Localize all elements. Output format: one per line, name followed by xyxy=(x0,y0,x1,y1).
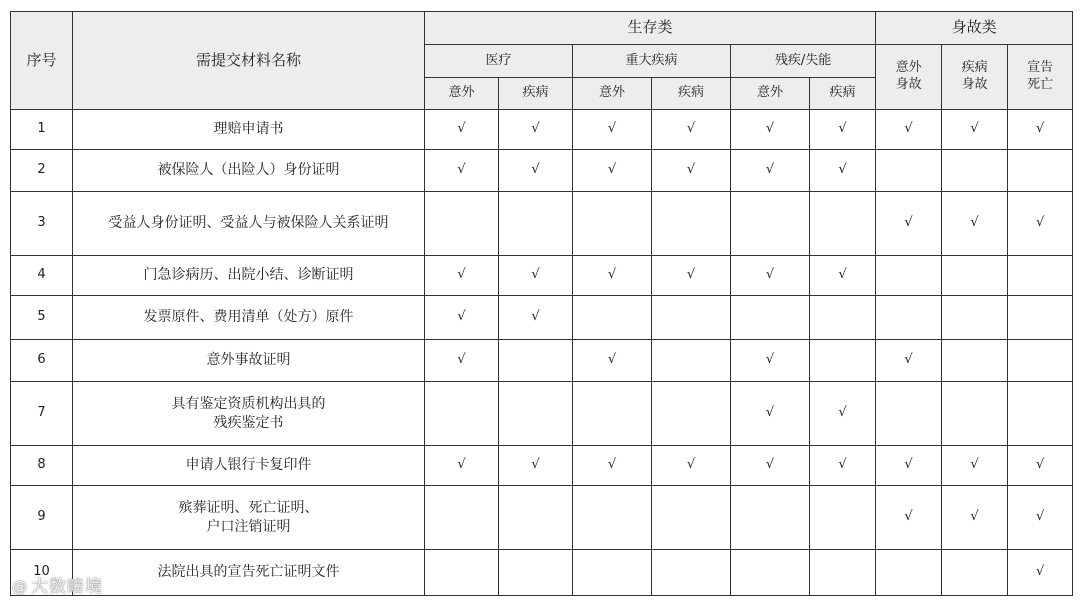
check-mark-cell: √ xyxy=(652,446,731,486)
empty-cell xyxy=(573,486,652,550)
check-mark-cell: √ xyxy=(731,340,810,382)
empty-cell xyxy=(1008,382,1073,446)
check-mark-cell: √ xyxy=(499,446,573,486)
empty-cell xyxy=(942,150,1008,192)
empty-cell xyxy=(499,340,573,382)
check-mark-cell: √ xyxy=(499,296,573,340)
check-mark-cell: √ xyxy=(942,192,1008,256)
empty-cell xyxy=(652,340,731,382)
header-medical-accident: 意外 xyxy=(425,78,499,110)
table-row xyxy=(11,340,1073,382)
header-medical: 医疗 xyxy=(425,45,573,78)
material-name: 理赔申请书 xyxy=(73,110,425,150)
material-name: 发票原件、费用清单（处方）原件 xyxy=(73,296,425,340)
empty-cell xyxy=(425,192,499,256)
check-mark-cell: √ xyxy=(652,150,731,192)
check-mark-cell: √ xyxy=(731,446,810,486)
material-name: 申请人银行卡复印件 xyxy=(73,446,425,486)
header-seq: 序号 xyxy=(11,12,73,110)
check-mark-cell: √ xyxy=(425,256,499,296)
check-mark-cell: √ xyxy=(731,382,810,446)
check-mark-cell: √ xyxy=(499,150,573,192)
check-mark-cell: √ xyxy=(573,256,652,296)
row-number: 7 xyxy=(11,382,73,446)
empty-cell xyxy=(1008,340,1073,382)
header-disability-accident: 意外 xyxy=(731,78,810,110)
empty-cell xyxy=(876,256,942,296)
table-row xyxy=(11,486,1073,550)
empty-cell xyxy=(810,192,876,256)
empty-cell xyxy=(573,550,652,596)
material-name: 受益人身份证明、受益人与被保险人关系证明 xyxy=(73,192,425,256)
material-name: 具有鉴定资质机构出具的 残疾鉴定书 xyxy=(73,382,425,446)
empty-cell xyxy=(1008,256,1073,296)
row-number: 4 xyxy=(11,256,73,296)
table-row xyxy=(11,550,1073,596)
header-critical-accident: 意外 xyxy=(573,78,652,110)
empty-cell xyxy=(499,486,573,550)
empty-cell xyxy=(942,340,1008,382)
check-mark-cell: √ xyxy=(942,486,1008,550)
empty-cell xyxy=(876,150,942,192)
empty-cell xyxy=(731,296,810,340)
check-mark-cell: √ xyxy=(1008,192,1073,256)
empty-cell xyxy=(652,382,731,446)
check-mark-cell: √ xyxy=(942,446,1008,486)
empty-cell xyxy=(942,296,1008,340)
check-mark-cell: √ xyxy=(810,446,876,486)
check-mark-cell: √ xyxy=(425,150,499,192)
check-mark-cell: √ xyxy=(731,150,810,192)
empty-cell xyxy=(573,192,652,256)
check-mark-cell: √ xyxy=(876,486,942,550)
empty-cell xyxy=(425,550,499,596)
check-mark-cell: √ xyxy=(810,150,876,192)
check-mark-cell: √ xyxy=(652,110,731,150)
watermark-text: 大数暗境 xyxy=(31,577,103,597)
claims-materials-table xyxy=(10,11,1073,596)
watermark xyxy=(12,572,103,597)
empty-cell xyxy=(876,550,942,596)
empty-cell xyxy=(425,382,499,446)
row-number: 2 xyxy=(11,150,73,192)
check-mark-cell: √ xyxy=(731,256,810,296)
empty-cell xyxy=(499,192,573,256)
check-mark-cell: √ xyxy=(876,110,942,150)
check-mark-cell: √ xyxy=(425,296,499,340)
header-material: 需提交材料名称 xyxy=(73,12,425,110)
check-mark-cell: √ xyxy=(731,110,810,150)
header-disability: 残疾/失能 xyxy=(731,45,876,78)
check-mark-cell: √ xyxy=(876,340,942,382)
table-row xyxy=(11,296,1073,340)
check-mark-cell: √ xyxy=(1008,110,1073,150)
check-mark-cell: √ xyxy=(499,256,573,296)
empty-cell xyxy=(942,550,1008,596)
header-illness-death: 疾病 身故 xyxy=(942,45,1008,110)
empty-cell xyxy=(652,550,731,596)
empty-cell xyxy=(425,486,499,550)
check-mark-cell: √ xyxy=(1008,486,1073,550)
row-number: 5 xyxy=(11,296,73,340)
table-body xyxy=(11,110,1073,596)
header-death-group: 身故类 xyxy=(876,12,1073,45)
empty-cell xyxy=(1008,150,1073,192)
swirl-icon: @ xyxy=(12,578,28,596)
row-number: 6 xyxy=(11,340,73,382)
table-row xyxy=(11,446,1073,486)
check-mark-cell: √ xyxy=(942,110,1008,150)
empty-cell xyxy=(731,550,810,596)
empty-cell xyxy=(810,550,876,596)
check-mark-cell: √ xyxy=(876,446,942,486)
material-name: 被保险人（出险人）身份证明 xyxy=(73,150,425,192)
check-mark-cell: √ xyxy=(1008,550,1073,596)
empty-cell xyxy=(810,340,876,382)
empty-cell xyxy=(876,382,942,446)
header-declared-death: 宣告 死亡 xyxy=(1008,45,1073,110)
row-number: 9 xyxy=(11,486,73,550)
header-medical-illness: 疾病 xyxy=(499,78,573,110)
check-mark-cell: √ xyxy=(810,256,876,296)
check-mark-cell: √ xyxy=(810,382,876,446)
check-mark-cell: √ xyxy=(425,110,499,150)
empty-cell xyxy=(810,296,876,340)
empty-cell xyxy=(652,486,731,550)
empty-cell xyxy=(499,550,573,596)
check-mark-cell: √ xyxy=(573,110,652,150)
header-critical-illness: 重大疾病 xyxy=(573,45,731,78)
check-mark-cell: √ xyxy=(425,340,499,382)
empty-cell xyxy=(573,296,652,340)
table-row xyxy=(11,382,1073,446)
row-number: 10 xyxy=(11,550,73,596)
table-header xyxy=(11,12,1073,110)
table-row xyxy=(11,110,1073,150)
empty-cell xyxy=(652,192,731,256)
material-name: 法院出具的宣告死亡证明文件 xyxy=(73,550,425,596)
empty-cell xyxy=(731,486,810,550)
header-disability-illness: 疾病 xyxy=(810,78,876,110)
table-row xyxy=(11,150,1073,192)
empty-cell xyxy=(942,382,1008,446)
empty-cell xyxy=(810,486,876,550)
header-accident-death: 意外 身故 xyxy=(876,45,942,110)
check-mark-cell: √ xyxy=(425,446,499,486)
empty-cell xyxy=(499,382,573,446)
table-row xyxy=(11,256,1073,296)
check-mark-cell: √ xyxy=(573,150,652,192)
empty-cell xyxy=(1008,296,1073,340)
empty-cell xyxy=(652,296,731,340)
check-mark-cell: √ xyxy=(573,446,652,486)
check-mark-cell: √ xyxy=(876,192,942,256)
check-mark-cell: √ xyxy=(1008,446,1073,486)
header-survival-group: 生存类 xyxy=(425,12,876,45)
table-row xyxy=(11,192,1073,256)
empty-cell xyxy=(942,256,1008,296)
row-number: 3 xyxy=(11,192,73,256)
empty-cell xyxy=(573,382,652,446)
check-mark-cell: √ xyxy=(652,256,731,296)
material-name: 殡葬证明、死亡证明、 户口注销证明 xyxy=(73,486,425,550)
material-name: 意外事故证明 xyxy=(73,340,425,382)
check-mark-cell: √ xyxy=(573,340,652,382)
check-mark-cell: √ xyxy=(499,110,573,150)
row-number: 1 xyxy=(11,110,73,150)
empty-cell xyxy=(731,192,810,256)
header-critical-illness-leaf: 疾病 xyxy=(652,78,731,110)
check-mark-cell: √ xyxy=(810,110,876,150)
empty-cell xyxy=(876,296,942,340)
row-number: 8 xyxy=(11,446,73,486)
material-name: 门急诊病历、出院小结、诊断证明 xyxy=(73,256,425,296)
